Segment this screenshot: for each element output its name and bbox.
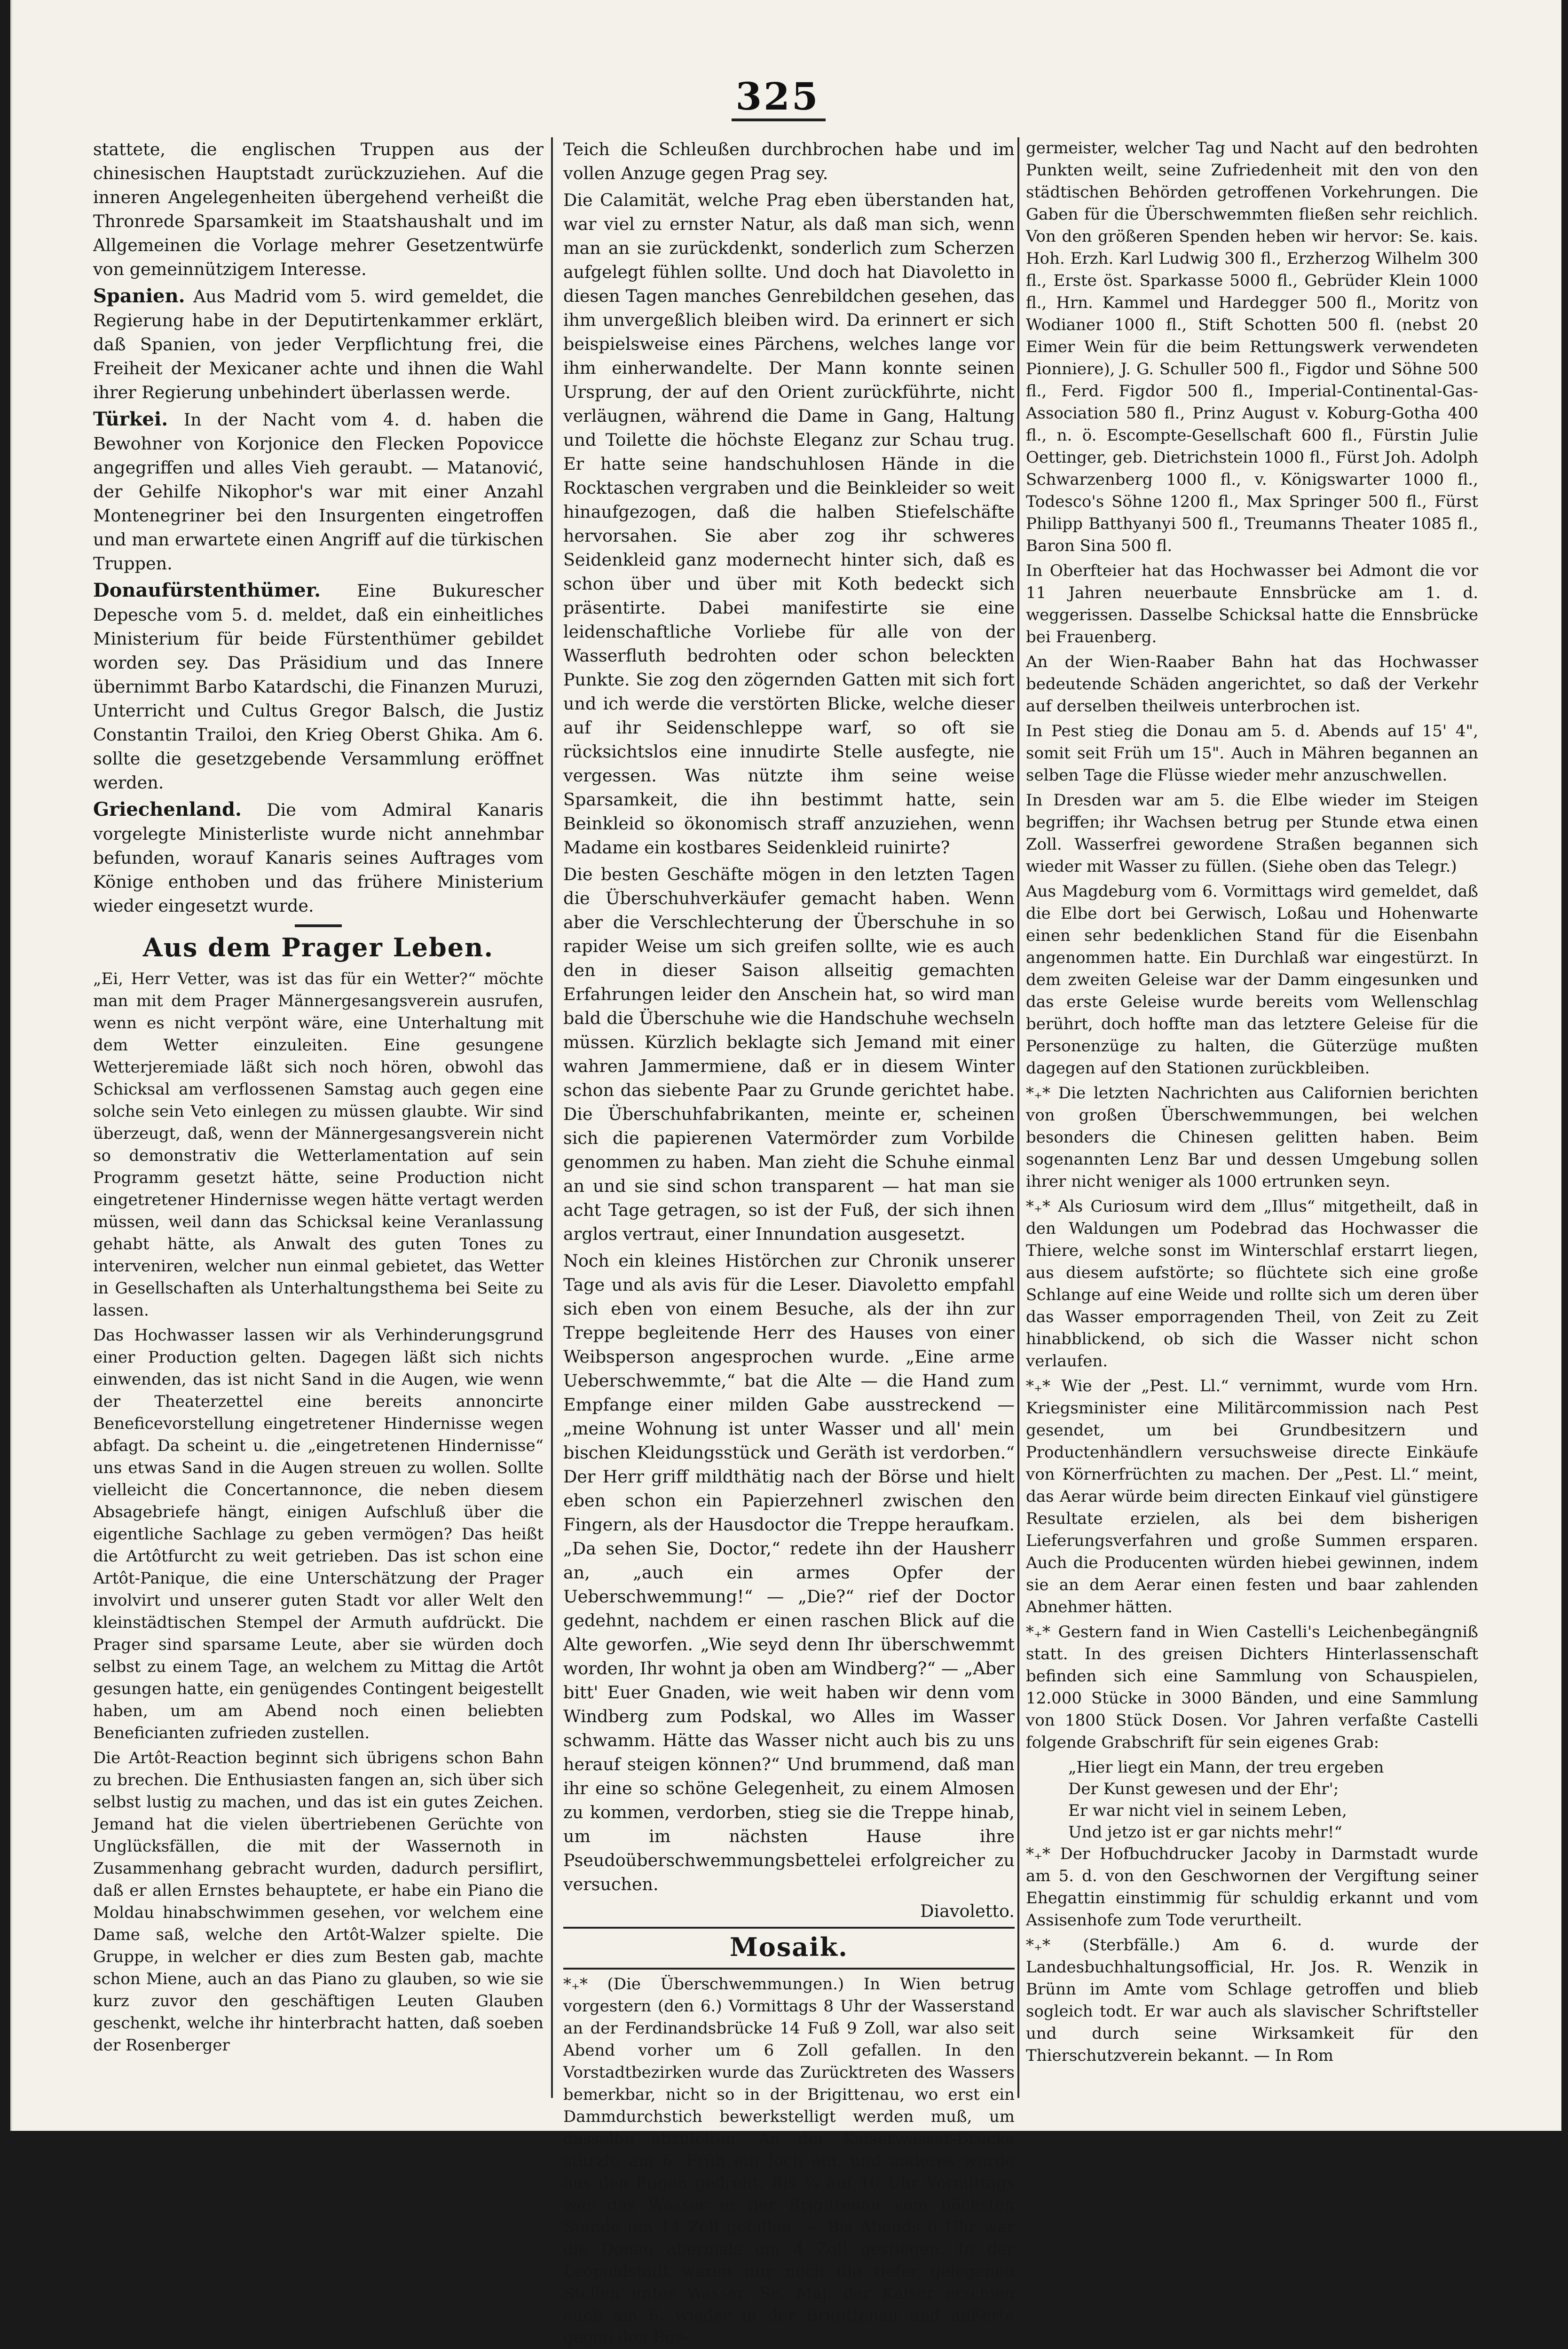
newspaper-page — [10, 0, 1561, 2347]
column-2 — [563, 137, 1015, 2347]
section-title: Aus dem Prager Leben. — [142, 932, 494, 962]
paragraph: In Oberfteier hat das Hochwasser bei Admont die vor 11 Jahren neuerbaute Ennsbrücke am 1. d. weggerissen. Dasselbe Schicksal hatte die Ennsbrücke bei Frauenberg. — [1026, 561, 1478, 646]
news-text: Die vom Admiral Kanaris vorgelegte Ministerliste wurde nicht annehmbar befunden, worauf Kanaris seines Auftrages vom Könige enthoben und das frühere Ministerium wieder eingesetzt wurde. — [93, 800, 544, 916]
news-spanien — [93, 284, 544, 404]
paragraph: stattete, die englischen Truppen aus der chinesischen Hauptstadt zurückzuziehen. Auf die inneren Angelegenheiten übergehend verheißt die Thronrede Sparsamkeit im Staatshaushalt und im Allgemeinen die Vorlage mehrer Gesetzentwürfe von gemeinnützigem Interesse. — [93, 139, 544, 279]
column-rule — [1017, 137, 1019, 2098]
signature: Diavoletto. — [920, 1901, 1015, 1921]
paragraph: An der Wien-Raaber Bahn hat das Hochwasser bedeutende Schäden angerichtet, so daß der Verkehr auf derselben theilweis unterbrochen ist. — [1026, 653, 1478, 716]
paragraph: Noch ein kleines Histörchen zur Chronik unserer Tage und als avis für die Leser. Diavoletto empfahl sich eben von einem Besuche, als der ihn zur Treppe begleitende Herr des Hauses von einer Weibsperson angesprochen wurde. „Eine arme Ueberschwemmte,“ bat die Alte — die Hand zum Empfange einer milden Gabe ausstreckend — „meine Wohnung ist unter Wasser und all' mein bischen Kleidungsstück und Geräth ist verdorben.“ Der Herr griff mildthätig nach der Börse und hielt eben schon ein Papierzehnerl zwischen den Fingern, als der Hausdoctor die Treppe heraufkam. „Da sehen Sie, Doctor,“ redete ihn der Hausherr an, „auch ein armes Opfer der Ueberschwemmung!“ — „Die?“ rief der Doctor gedehnt, nachdem er einen raschen Blick auf die Alte geworfen. „Wie seyd denn Ihr überschwemmt worden, Ihr wohnt ja oben am Windberg?“ — „Aber bitt' Euer Gnaden, wie weit haben wir denn vom Windberg zum Podskal, wo Alles im Wasser schwamm. Hätte das Wasser nicht auch bis zu uns herauf steigen können?“ Und brummend, daß man ihr eine so schöne Gelegenheit, zu einem Almosen zu kommen, verdorben, stieg sie die Treppe hinab, um im nächsten Hause ihre Pseudoüberschwemmungsbettelei erfolgreicher zu versuchen. — [563, 1251, 1015, 1894]
section-title: Mosaik. — [730, 1932, 848, 1962]
epitaph-poem — [1026, 1757, 1478, 1843]
poem-line: Und jetzo ist er gar nichts mehr!“ — [1068, 1823, 1342, 1842]
news-heading: Türkei. — [93, 408, 168, 430]
news-heading: Spanien. — [93, 285, 185, 307]
news-griechenland — [93, 797, 544, 918]
paragraph: Teich die Schleußen durchbrochen habe und im vollen Anzuge gegen Prag sey. — [563, 139, 1015, 183]
news-text: Aus Madrid vom 5. wird gemeldet, die Regierung habe in der Deputirtenkammer erklärt, daß Spanien, von jeder Verpflichtung frei, die Freiheit der Mexicaner achte und ihnen die Wahl ihrer Regierung unbehindert überlassen werde. — [93, 286, 544, 402]
poem-line: Er war nicht viel in seinem Leben, — [1068, 1801, 1347, 1820]
column-1 — [93, 137, 544, 2103]
paragraph: germeister, welcher Tag und Nacht auf den bedrohten Punkten weilt, seine Zufriedenheit mit den von den städtischen Behörden getroffenen Vorkehrungen. Die Gaben für die Überschwemmten fließen sehr reichlich. Von den größeren Spenden heben wir hervor: Se. kais. Hoh. Erzh. Karl Ludwig 300 fl., Erzherzog Wilhelm 300 fl., Erste öst. Sparkasse 5000 fl., Gebrüder Klein 1000 fl., Hrn. Kammel und Hardegger 500 fl., Moritz von Wodianer 1000 fl., Stift Schotten 500 fl. (nebst 20 Eimer Wein für die beim Rettungswerk verwendeten Pionniere), J. G. Schuller 500 fl., Figdor und Söhne 500 fl., Ferd. Figdor 500 fl., Imperial-Continental-Gas-Association 580 fl., Prinz August v. Koburg-Gotha 400 fl., n. ö. Escompte-Gesellschaft 600 fl., Fürstin Julie Oettinger, geb. Dietrichstein 1000 fl., Fürst Joh. Adolph Schwarzenberg 1000 fl., v. Königswarter 1000 fl., Todesco's Söhne 1200 fl., Max Springer 500 fl., Fürst Philipp Batthyanyi 500 fl., Treumanns Theater 1085 fl., Baron Sina 500 fl. — [1026, 139, 1478, 555]
news-text: Eine Bukurescher Depesche vom 5. d. meldet, daß ein einheitliches Ministerium für beide Fürstenthümer gebildet worden sey. Das Präsidium und das Innere übernimmt Barbo Katardschi, die Finanzen Muruzi, Unterricht und Cultus Gregor Balsch, die Justiz Constantin Trailoi, den Krieg Oberst Ghika. Am 6. sollte die gesetzgebende Versammlung eröffnet werden. — [93, 581, 544, 793]
paragraph: „Ei, Herr Vetter, was ist das für ein Wetter?“ möchte man mit dem Prager Männergesangsverein ausrufen, wenn es nicht verpönt wäre, eine Unterhaltung mit dem Wetter einzuleiten. Eine gesungene Wetterjeremiade läßt sich noch hören, obwohl das Schicksal am verflossenen Samstag auch gegen eine solche sein Veto einlegen zu müssen glaubte. Wir sind überzeugt, daß, wenn der Männergesangsverein nicht so demonstrativ die Wetterlamentation auf sein Programm gesetzt hätte, seine Production nicht eingetretener Hindernisse wegen hätte vertagt werden müssen, weil dann das Schicksal keine Veranlassung gehabt hätte, als Anwalt des guten Tones zu interveniren, welcher nun einmal gebietet, das Wetter in Gesellschaften als Unterhaltungsthema bei Seite zu lassen. — [93, 970, 544, 1320]
paragraph: Die besten Geschäfte mögen in den letzten Tagen die Überschuhverkäufer gemacht haben. Wenn aber die Verschlechterung der Überschuhe in so rapider Weise um sich greifen sollte, wie es auch den in dieser Saison allseitig gemachten Erfahrungen leider den Anschein hat, so wird man bald die Überschuhe wie die Handschuhe wechseln müssen. Kürzlich beklagte sich Jemand mit einer wahren Jammermiene, daß er in diesem Winter schon das siebente Paar zu Grunde gerichtet habe. Die Überschuhfabrikanten, meinte er, scheinen sich die papierenen Vatermörder zum Vorbilde genommen zu haben. Man zieht die Schuhe einmal an und sie sind schon transparent — hat man sie acht Tage getragen, so ist der Fuß, der sich ihnen arglos vertraut, einer Innundation ausgesetzt. — [563, 864, 1015, 1244]
poem-line: „Hier liegt ein Mann, der treu ergeben — [1068, 1758, 1384, 1777]
paragraph: *₊* Wie der „Pest. Ll.“ vernimmt, wurde vom Hrn. Kriegsminister eine Militärcommission nach Pest gesendet, um bei Grundbesitzern und Productenhändlern versuchsweise directe Einkäufe von Körnerfrüchten zu machen. Der „Pest. Ll.“ meint, das Aerar würde beim directen Einkauf viel günstigere Resultate erzielen, als bei dem bisherigen Lieferungsverfahren und große Summen ersparen. Auch die Producenten würden hiebei gewinnen, indem sie an dem Aerar einen festen und baar zahlenden Abnehmer hätten. — [1026, 1377, 1478, 1616]
paragraph: Die Artôt-Reaction beginnt sich übrigens schon Bahn zu brechen. Die Enthusiasten fangen an, sich über sich selbst lustig zu machen, und das ist ein gutes Zeichen. Jemand hat die vielen übertriebenen Gerüchte von Unglücksfällen, die mit der Wassernoth in Zusammenhang gebracht wurden, dadurch persiflirt, daß er allen Ernstes behauptete, er habe ein Piano die Moldau hinabschwimmen gesehen, vor welchem eine Dame saß, welche den Artôt-Walzer spielte. Die Gruppe, in welcher er dies zum Besten gab, machte schon Miene, auch an das Piano zu glauben, so wie sie kurz zuvor den geschäftigen Leuten Glauben geschenkt, welche ihr hinterbracht hatten, daß soeben der Rosenberger — [93, 1749, 544, 2055]
paragraph: *₊* (Sterbfälle.) Am 6. d. wurde der Landesbuchhaltungsofficial, Hr. Jos. R. Wenzik in Brünn im Amte vom Schlage getroffen und blieb sogleich todt. Er war auch als slavischer Schriftsteller und durch seine Wirksamkeit für den Thierschutzverein bekannt. — In Rom — [1026, 1936, 1478, 2065]
section-rule — [563, 1927, 1015, 1929]
paragraph: Das Hochwasser lassen wir als Verhinderungsgrund einer Production gelten. Dagegen läßt sich nichts einwenden, das ist nicht Sand in die Augen, wie wenn der Theaterzettel eine bereits annoncirte Beneficevorstellung eingetretener Hindernisse wegen abfagt. Da scheint u. die „eingetretenen Hindernisse“ uns etwas Sand in die Augen streuen zu wollen. Sollte vielleicht die Concertannonce, die neben diesem Absagebriefe hängt, einigen Aufschluß über die eigentliche Sachlage zu geben vermögen? Das heißt die Artôtfurcht zu weit getrieben. Das ist schon eine Artôt-Panique, die eine Unterschätzung der Prager involvirt und unserer guten Stadt vor aller Welt den kleinstädtischen Stempel der Armuth aufdrückt. Die Prager sind sparsame Leute, aber sie würden doch selbst zu einem Tage, an welchem zu Mittag die Artôt gesungen hatte, ein genügendes Contingent beigestellt haben, um am Abend noch einen beliebten Beneficianten zufrieden zustellen. — [93, 1326, 544, 1742]
poem-line: Der Kunst gewesen und der Ehr'; — [1068, 1780, 1339, 1798]
news-heading: Donaufürstenthümer. — [93, 579, 321, 601]
column-3 — [1026, 137, 1478, 2103]
paragraph: *₊* Gestern fand in Wien Castelli's Leichenbegängniß statt. In des greisen Dichters Hinterlassenschaft befinden sich eine Sammlung von Schauspielen, 12.000 Stücke in 3000 Bänden, und eine Sammlung von 1800 Stück Dosen. Vor Jahren verfaßte Castelli folgende Grabschrift für sein eigenes Grab: — [1026, 1623, 1478, 1752]
paragraph: Die Calamität, welche Prag eben überstanden hat, war viel zu ernster Natur, als daß man sich, wenn man an sie zurückdenkt, sonderlich zum Scherzen aufgelegt fühlen sollte. Und doch hat Diavoletto in diesen Tagen manches Genrebildchen gesehen, das ihm unvergeßlich bleiben wird. Da erinnert er sich beispielsweise eines Pärchens, welches lange vor ihm einherwandelte. Der Mann konnte seinen Ursprung, der auf den Orient zurückführte, nicht verläugnen, während die Dame in Gang, Haltung und Toilette die höchste Eleganz zur Schau trug. Er hatte seine handschuhlosen Hände in die Rocktaschen vergraben und die Beinkleider so weit hinaufgezogen, daß die halben Stiefelschäfte hervorsahen. Sie aber zog ihr schweres Seidenkleid ganz modernecht hinter sich, daß es schon über und über mit Koth bedeckt sich präsentirte. Dabei manifestirte sie eine leidenschaftliche Vorliebe für alle von der Wasserfluth bedrohten oder schon beleckten Punkte. Sie zog den zögernden Gatten mit sich fort und ich werde die verstörten Blicke, welche dieser auf ihr Seidenschleppe warf, so oft sie rücksichtslos eine innudirte Stelle ausfegte, nie vergessen. Was nützte ihm seine weise Sparsamkeit, die ihn bestimmt hatte, sein Beinkleid so ökonomisch straff anzuziehen, wenn Madame ein kostbares Seidenkleid ruinirte? — [563, 190, 1015, 858]
paragraph: In Pest stieg die Donau am 5. d. Abends auf 15' 4", somit seit Früh um 15". Auch in Mähren begannen an selben Tage die Flüsse wieder mehr anzuschwellen. — [1026, 722, 1478, 785]
section-divider — [295, 924, 342, 927]
section-rule — [563, 1968, 1015, 1970]
news-donau — [93, 578, 544, 795]
paragraph: In Dresden war am 5. die Elbe wieder im Steigen begriffen; ihr Wachsen betrug per Stunde etwa einen Zoll. Wasserfrei gewordene Straßen begannen sich wieder mit Wasser zu füllen. (Siehe oben das Telegr.) — [1026, 791, 1478, 876]
paragraph: *₊* Der Hofbuchdrucker Jacoby in Darmstadt wurde am 5. d. von den Geschwornen der Vergiftung seiner Ehegattin einstimmig für schuldig erkannt und vom Assisenhofe zum Tode verurtheilt. — [1026, 1845, 1478, 1930]
paragraph: *₊* (Die Überschwemmungen.) In Wien betrug vorgestern (den 6.) Vormittags 8 Uhr der Wasserstand an der Ferdinandsbrücke 14 Fuß 9 Zoll, war also seit Abend vorher um 6 Zoll gefallen. In den Vorstadtbezirken wurde das Zurücktreten des Wassers bemerkbar, nicht so in der Brigittenau, wo erst ein Dammdurchstich bewerkstelligt werden muß, um dasselbe abzuleiten. An der Kaiserwasser-Brücke stürzte am 6. Früh ein Joch ein, und anderes wurde aus den Fugen gedreht. Bis ¾ auf 10 Uhr Vormittags war das Wasser in der Brigittenau vom höchsten Stande um 14 Zoll gefallen. — Bis Abends 6 Uhr war die Donau abermals um 4 Zoll gestiegen. In der Leopoldstadt waren nur noch die tiefer gelegenen Stellen unter Wasser. Se. Maj. der Kaiser erschien auch am 6. wieder in der Brigittenau und äußerte gegen den Bür- — [563, 1975, 1015, 2347]
header-rule — [732, 118, 826, 121]
news-tuerkei — [93, 407, 544, 575]
paragraph: Aus Magdeburg vom 6. Vormittags wird gemeldet, daß die Elbe dort bei Gerwisch, Loßau und Hohenwarte einen sehr bedenklichen Stand für die Eisenbahn angenommen hatte. Ein Durchlaß war eingestürzt. In dem zweiten Geleise war der Damm eingesunken und das erste Geleise wurde bereits vom Wellenschlag berührt, doch hoffte man das letztere Geleise für die Personenzüge zu halten, die Güterzüge mußten dagegen auf den Stationen zurückbleiben. — [1026, 882, 1478, 1078]
column-rule — [551, 137, 553, 2098]
paragraph: *₊* Die letzten Nachrichten aus Californien berichten von großen Überschwemmungen, bei welchen besonders die Chinesen gelitten haben. Beim sogenannten Lenz Bar und dessen Umgebung sollen ihrer nicht weniger als 1000 ertrunken seyn. — [1026, 1084, 1478, 1191]
page-number: 325 — [735, 74, 820, 118]
news-text: In der Nacht vom 4. d. haben die Bewohner von Korjonice den Flecken Popovicce angegriffen und alles Vieh geraubt. — Matanović, der Gehilfe Nikophor's war mit einer Anzahl Montenegriner bei den Insurgenten eingetroffen und man erwartete einen Angriff auf die türkischen Truppen. — [93, 410, 544, 574]
paragraph: *₊* Als Curiosum wird dem „Illus“ mitgetheilt, daß in den Waldungen um Podebrad das Hochwasser die Thiere, welche sonst im Winterschlaf erstarrt liegen, aus diesem aufstörte; so flüchtete sich eine große Schlange auf eine Weide und rollte sich um deren über das Wasser emporragenden Theil, von Zeit zu Zeit hinabblickend, ob sich die Wasser nicht schon verlaufen. — [1026, 1197, 1478, 1371]
news-heading: Griechenland. — [93, 798, 242, 820]
